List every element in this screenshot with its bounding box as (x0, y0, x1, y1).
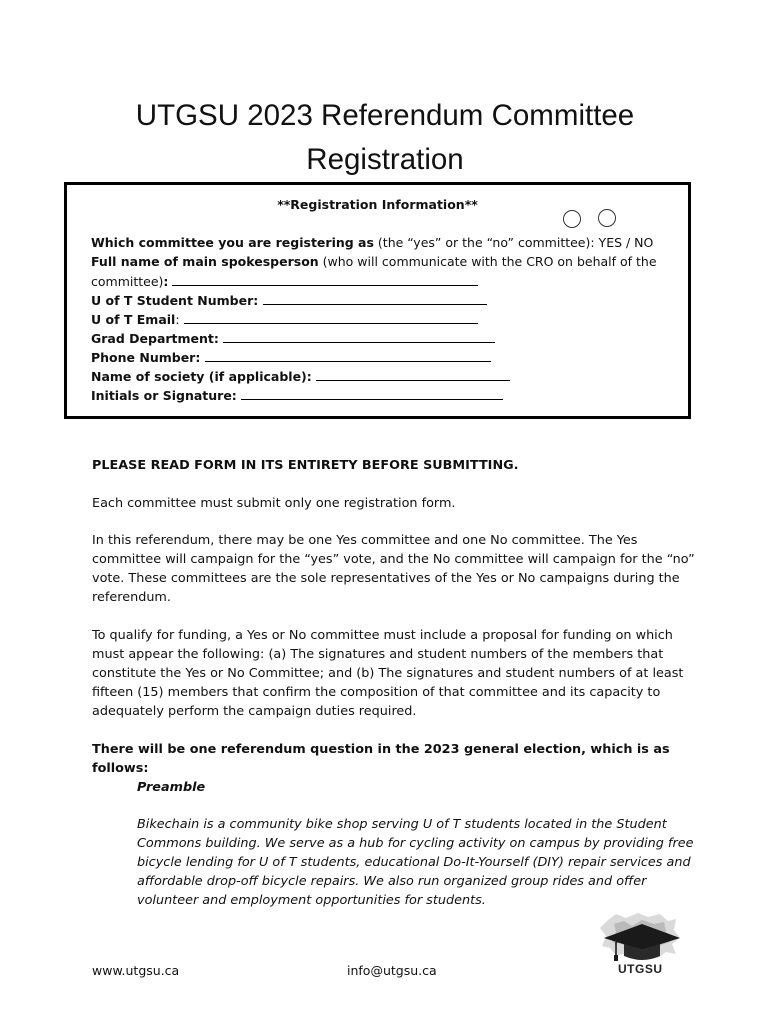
text-line: volunteer and employment opportunities for students. (137, 893, 486, 908)
spokesperson-line (91, 254, 657, 270)
text-line: referendum. (92, 590, 171, 605)
email-label: U of T Email (91, 312, 176, 327)
grad-department-line (91, 330, 495, 347)
society-field[interactable] (316, 368, 510, 381)
spokesperson-label: Full name of main spokesperson (91, 254, 319, 269)
email-colon: : (175, 312, 184, 327)
phone-number-field[interactable] (205, 349, 491, 362)
society-line (91, 368, 510, 385)
logo-text: UTGSU (618, 962, 663, 976)
spokesperson-name-field[interactable] (172, 273, 478, 286)
registration-info-box (64, 182, 691, 419)
committee-paragraph (92, 531, 695, 607)
title-line-2: Registration (306, 143, 464, 176)
initials-label: Initials or Signature: (91, 388, 242, 403)
text-line: fifteen (15) members that confirm the composition of that committee and its capacity to (92, 685, 661, 700)
text-line: bicycle lending for U of T students, educational Do-It-Yourself (DIY) repair services and (137, 855, 691, 870)
one-form-text: Each committee must submit only one registration form. (92, 496, 456, 511)
text-line: adequately perform the campaign duties required. (92, 704, 417, 719)
preamble-paragraph (137, 815, 697, 910)
phone-number-line (91, 349, 491, 366)
text-line: vote. These committees are the sole representatives of the Yes or No campaigns during the (92, 571, 680, 586)
society-label: Name of society (if applicable): (91, 369, 317, 384)
registration-heading: **Registration Information** (277, 197, 478, 212)
student-number-line (91, 292, 487, 309)
committee-choice-line (91, 235, 653, 251)
no-radio-button[interactable] (598, 209, 616, 227)
student-number-field[interactable] (263, 292, 487, 305)
yes-radio-button[interactable] (563, 210, 581, 228)
grad-department-label: Grad Department: (91, 331, 224, 346)
committee-choice-label: Which committee you are registering as (91, 235, 374, 250)
spokesperson-colon: : (163, 274, 169, 289)
text-line: Bikechain is a community bike shop serving U of T students located in the Student (137, 817, 667, 832)
text-line: To qualify for funding, a Yes or No committee must include a proposal for funding on which (92, 628, 673, 643)
committee-choice-options: (the “yes” or the “no” committee): YES / NO (373, 235, 654, 250)
initials-field[interactable] (241, 387, 503, 400)
footer-website: www.utgsu.ca (92, 963, 180, 978)
text-line: affordable drop-off bicycle repairs. We also run organized group rides and offer (137, 874, 647, 889)
spokesperson-line-2 (91, 273, 478, 290)
funding-paragraph (92, 626, 692, 721)
spokesperson-note: (who will communicate with the CRO on behalf of the (318, 254, 657, 269)
preamble-heading: Preamble (137, 780, 206, 795)
text-line: must appear the following: (a) The signatures and student numbers of the members that (92, 647, 664, 662)
text-line: Commons building. We serve as a hub for cycling activity on campus by providing free (137, 836, 694, 851)
question-intro: There will be one referendum question in the 2023 general election, which is as follows: (92, 742, 670, 776)
text-line: In this referendum, there may be one Yes committee and one No committee. The Yes (92, 533, 638, 548)
footer-email: info@utgsu.ca (347, 963, 437, 978)
email-field[interactable] (184, 311, 478, 324)
spokesperson-note-end: committee) (91, 274, 164, 289)
page-title (0, 94, 770, 182)
grad-department-field[interactable] (223, 330, 495, 343)
initials-line (91, 387, 503, 404)
text-line: committee will campaign for the “yes” vote, and the No committee will campaign for the “no” (92, 552, 695, 567)
phone-number-label: Phone Number: (91, 350, 205, 365)
student-number-label: U of T Student Number: (91, 293, 263, 308)
email-line (91, 311, 478, 328)
text-line: constitute the Yes or No Committee; and (b) The signatures and student numbers of at least (92, 666, 684, 681)
title-line-1: UTGSU 2023 Referendum Committee (135, 99, 635, 132)
read-form-notice: PLEASE READ FORM IN ITS ENTIRETY BEFORE SUBMITTING. (92, 458, 519, 473)
